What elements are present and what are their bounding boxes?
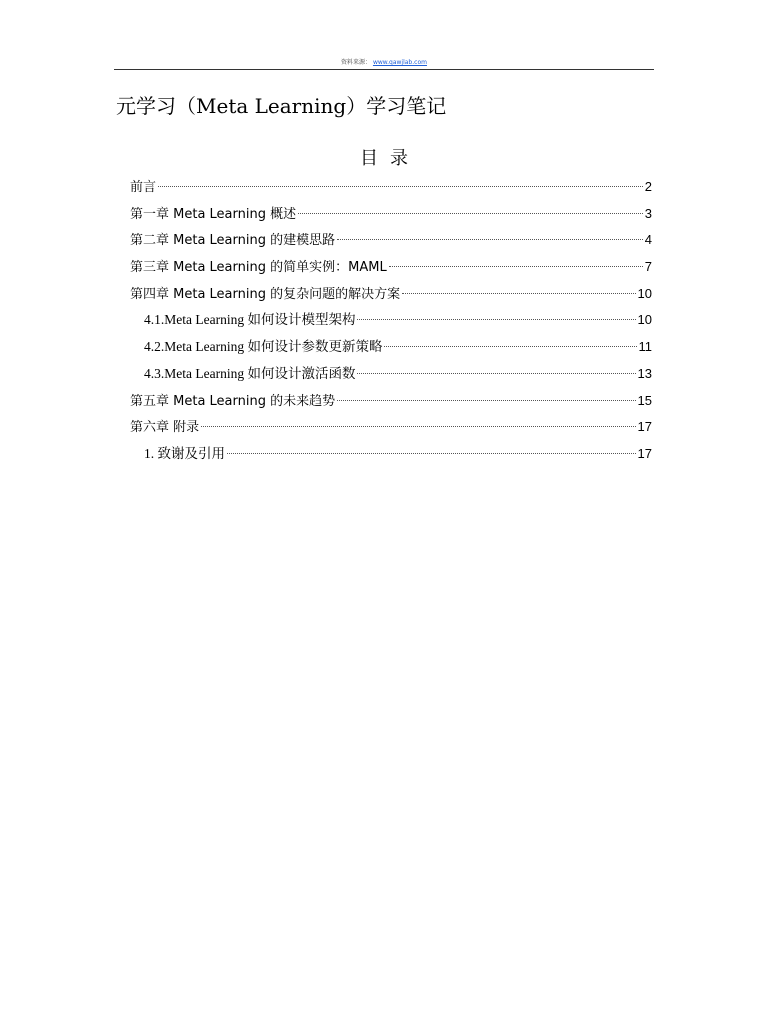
toc-entry-acknowledgements[interactable] xyxy=(130,441,652,468)
source-prefix: 资料来源： xyxy=(341,59,372,66)
toc-entry-label: 4.2.Meta Learning 如何设计参数更新策略 xyxy=(144,339,383,355)
toc-entry-preface[interactable] xyxy=(130,174,652,201)
toc-entry-label: 第四章 Meta Learning 的复杂问题的解决方案 xyxy=(130,286,401,302)
toc-entry-chapter-4[interactable] xyxy=(130,281,652,308)
toc-entry-label: 第一章 Meta Learning 概述 xyxy=(130,206,297,222)
toc-page-number: 10 xyxy=(637,312,652,328)
toc-page-number: 15 xyxy=(637,392,652,408)
header-divider xyxy=(114,69,654,70)
toc-page-number: 10 xyxy=(637,285,652,301)
dot-leader xyxy=(298,213,643,214)
toc-heading: 目录 xyxy=(360,148,420,169)
toc-entry-chapter-2[interactable] xyxy=(130,227,652,254)
dot-leader xyxy=(337,400,635,401)
table-of-contents xyxy=(130,174,652,468)
toc-entry-label: 第六章 附录 xyxy=(130,420,200,436)
toc-entry-section-4-1[interactable] xyxy=(130,307,652,334)
toc-entry-label: 1. 致谢及引用 xyxy=(144,445,225,461)
toc-page-number: 17 xyxy=(637,445,652,461)
toc-entry-label: 4.3.Meta Learning 如何设计激活函数 xyxy=(144,365,356,381)
toc-entry-label: 4.1.Meta Learning 如何设计模型架构 xyxy=(144,312,356,328)
toc-page-number: 2 xyxy=(644,179,652,194)
toc-entry-chapter-1[interactable] xyxy=(130,201,652,228)
toc-entry-chapter-3[interactable] xyxy=(130,254,652,281)
toc-page-number: 4 xyxy=(644,232,652,248)
toc-page-number: 11 xyxy=(638,339,652,355)
dot-leader xyxy=(357,373,635,374)
dot-leader xyxy=(384,346,636,347)
toc-page-number: 7 xyxy=(644,259,652,275)
toc-page-number: 17 xyxy=(637,419,652,435)
toc-entry-chapter-5[interactable] xyxy=(130,388,652,415)
toc-entry-label: 前言 xyxy=(130,180,157,195)
dot-leader xyxy=(337,239,643,240)
dot-leader xyxy=(201,426,635,427)
toc-entry-label: 第二章 Meta Learning 的建模思路 xyxy=(130,233,336,249)
toc-entry-label: 第三章 Meta Learning 的简单实例：MAML xyxy=(130,260,387,276)
dot-leader xyxy=(158,186,643,187)
dot-leader xyxy=(389,266,643,267)
toc-entry-label: 第五章 Meta Learning 的未来趋势 xyxy=(130,393,336,409)
toc-entry-section-4-2[interactable] xyxy=(130,334,652,361)
toc-entry-section-4-3[interactable] xyxy=(130,361,652,388)
toc-entry-chapter-6[interactable] xyxy=(130,414,652,441)
source-link[interactable]: www.qawjlab.com xyxy=(372,59,427,66)
dot-leader xyxy=(402,293,635,294)
source-line xyxy=(0,59,768,67)
toc-page-number: 3 xyxy=(644,205,652,221)
dot-leader xyxy=(227,453,636,454)
dot-leader xyxy=(357,319,635,320)
toc-page-number: 13 xyxy=(637,365,652,381)
page-title: 元学习（Meta Learning）学习笔记 xyxy=(116,94,447,118)
